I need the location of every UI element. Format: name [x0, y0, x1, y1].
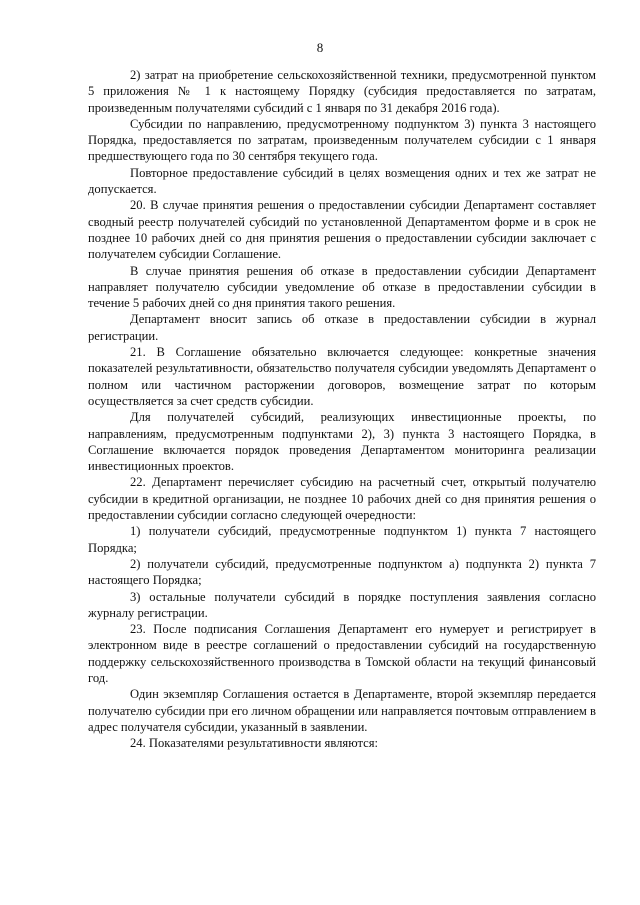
paragraph-24: 24. Показателями результативности являются: — [130, 736, 378, 751]
paragraph-investment-projects: Для получателей субсидий, реализующих инвестиционные проекты, по направлениям, предусмотренным подпунктами 2), 3) пункта 3 настоящего Порядка, в Соглашение включается порядок проведения Департаментом мониторинга реализации инвестиционных проектов. — [88, 410, 596, 474]
paragraph-20: 20. В случае принятия решения о предоставлении субсидии Департамент составляет сводный реестр получателей субсидий по установленной Департаментом форме и в срок не позднее 10 рабочих дней со дня принятия решения о предоставлении субсидии заключает с получателем субсидии Соглашение. — [88, 198, 596, 262]
paragraph-no-repeat: Повторное предоставление субсидий в целях возмещения одних и тех же затрат не допускается. — [88, 165, 596, 197]
paragraph-order-2: 2) получатели субсидий, предусмотренные подпунктом а) подпункта 2) пункта 7 настоящего Порядка; — [88, 556, 596, 588]
paragraph-21: 21. В Соглашение обязательно включается следующее: конкретные значения показателей результативности, обязательство получателя субсидии уведомлять Департамент о полном или частичном расторжении договоров, возмещение затрат по которым осуществляется за счет средств субсидии. — [88, 345, 596, 408]
paragraph-order-1: 1) получатели субсидий, предусмотренные подпунктом 1) пункта 7 настоящего Порядка; — [88, 524, 596, 555]
paragraph-subsidy-direction-3: Субсидии по направлению, предусмотренному подпунктом 3) пункта 3 настоящего Порядка, предоставляется по затратам, произведенным получателем субсидии с 1 января предшествующего года по 30 сентября текущего года. — [88, 116, 596, 164]
paragraph-refusal-journal: Департамент вносит запись об отказе в предоставлении субсидии в журнал регистрации. — [88, 312, 596, 343]
paragraph-refusal-notice: В случае принятия решения об отказе в предоставлении субсидии Департамент направляет получателю субсидии уведомление об отказе в предоставлении субсидии в течение 5 рабочих дней со дня принятия такого решения. — [88, 263, 596, 311]
document-body — [88, 67, 596, 751]
paragraph-order-3: 3) остальные получатели субсидий в порядке поступления заявления согласно журналу регистрации. — [88, 589, 596, 620]
page-number: 8 — [316, 40, 324, 55]
paragraph-23: 23. После подписания Соглашения Департамент его нумерует и регистрирует в электронном виде в реестре соглашений о предоставлении субсидий на государственную поддержку сельскохозяйственного производства в Томской области на текущий финансовый год. — [88, 622, 596, 685]
paragraph-agreement-copy: Один экземпляр Соглашения остается в Департаменте, второй экземпляр передается получателю субсидии при его личном обращении или направляется почтовым отправлением в адрес получателя субсидии, указанный в заявлении. — [88, 687, 596, 734]
paragraph-item-2-tech-costs: 2) затрат на приобретение сельскохозяйственной техники, предусмотренной пунктом 5 приложения № 1 к настоящему Порядку (субсидия предоставляется по затратам, произведенным получателями субсидий с 1 января по 31 декабря 2016 года). — [88, 68, 596, 115]
paragraph-22: 22. Департамент перечисляет субсидию на расчетный счет, открытый получателю субсидии в кредитной организации, не позднее 10 рабочих дней со дня принятия решения о предоставлении субсидии согласно следующей очередности: — [88, 475, 596, 523]
